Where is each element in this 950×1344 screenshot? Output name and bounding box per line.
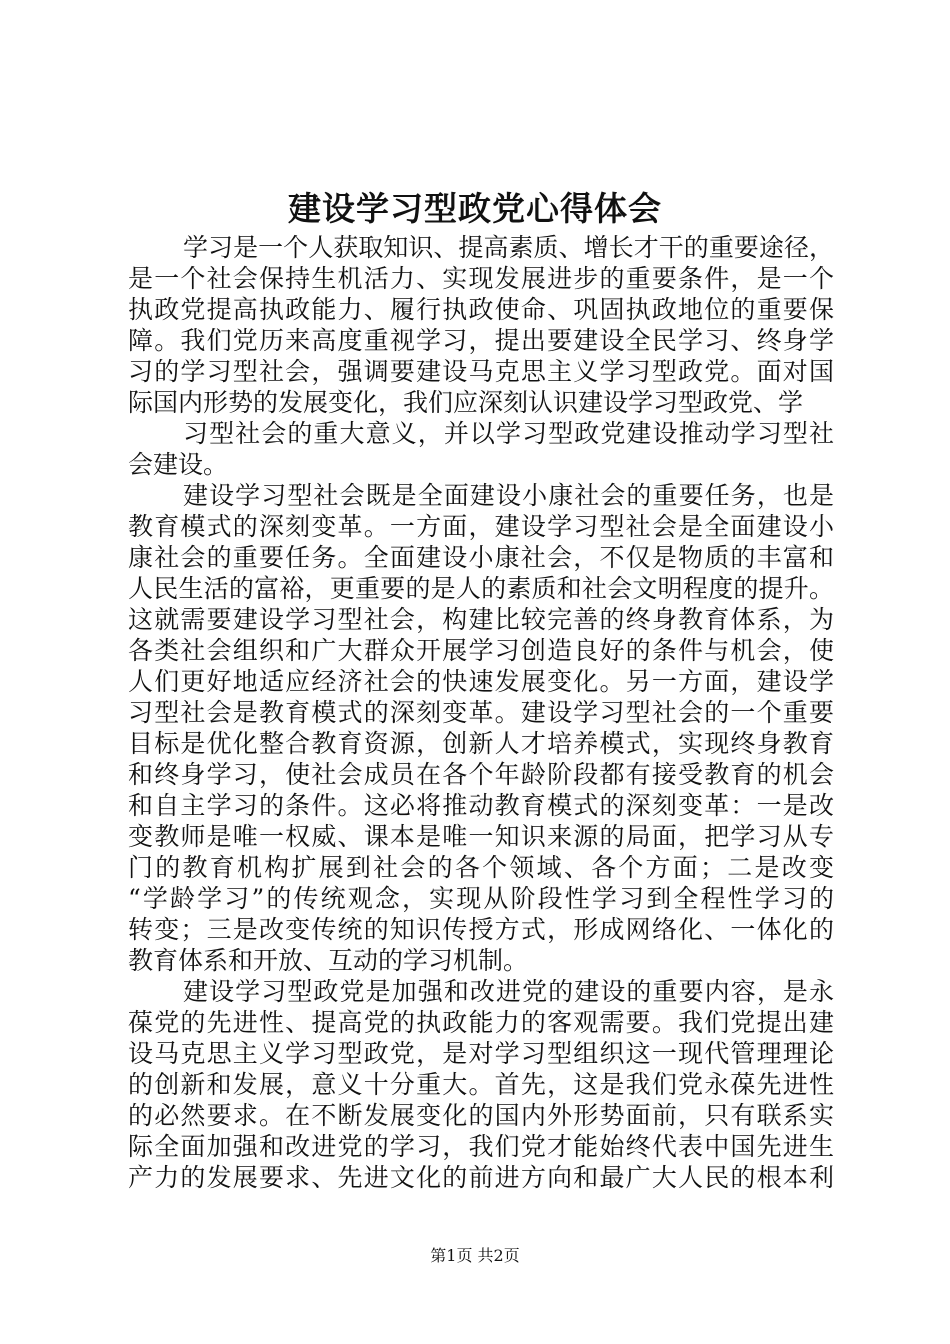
text-line: 学习是一个人获取知识、提高素质、增长才干的重要途径，: [183, 233, 834, 262]
document-title: 建设学习型政党心得体会: [288, 189, 662, 228]
text-line: 的必然要求。在不断发展变化的国内外形势面前，只有联系实: [128, 1101, 834, 1130]
text-line: 的创新和发展，意义十分重大。首先，这是我们党永葆先进性: [128, 1070, 834, 1099]
text-line: 产力的发展要求、先进文化的前进方向和最广大人民的根本利: [128, 1163, 834, 1192]
text-line: 各类社会组织和广大群众开展学习创造良好的条件与机会，使: [128, 636, 834, 665]
text-line: 习的学习型社会，强调要建设马克思主义学习型政党。面对国: [128, 357, 834, 386]
text-line: 建设学习型社会既是全面建设小康社会的重要任务，也是: [183, 481, 834, 510]
document-body: [128, 232, 834, 1193]
text-line: 教育体系和开放、互动的学习机制。: [128, 946, 529, 975]
text-line: 门的教育机构扩展到社会的各个领域、各个方面；二是改变: [128, 853, 834, 882]
text-line: 习型社会是教育模式的深刻变革。建设学习型社会的一个重要: [128, 698, 834, 727]
text-line: 转变；三是改变传统的知识传授方式，形成网络化、一体化的: [128, 915, 834, 944]
text-line: “学龄学习”的传统观念，实现从阶段性学习到全程性学习的: [128, 884, 834, 913]
text-line: 人民生活的富裕，更重要的是人的素质和社会文明程度的提升。: [128, 574, 834, 603]
text-line: 障。我们党历来高度重视学习，提出要建设全民学习、终身学: [128, 326, 834, 355]
text-line: 际全面加强和改进党的学习，我们党才能始终代表中国先进生: [128, 1132, 834, 1161]
text-line: 执政党提高执政能力、履行执政使命、巩固执政地位的重要保: [128, 295, 834, 324]
text-line: 这就需要建设学习型社会，构建比较完善的终身教育体系，为: [128, 605, 834, 634]
text-line: 是一个社会保持生机活力、实现发展进步的重要条件，是一个: [128, 264, 834, 293]
text-line: 葆党的先进性、提高党的执政能力的客观需要。我们党提出建: [128, 1008, 834, 1037]
text-line: 际国内形势的发展变化，我们应深刻认识建设学习型政党、学: [128, 388, 804, 417]
text-line: 目标是优化整合教育资源，创新人才培养模式，实现终身教育: [128, 729, 834, 758]
text-line: 变教师是唯一权威、课本是唯一知识来源的局面，把学习从专: [128, 822, 834, 851]
text-line: 和自主学习的条件。这必将推动教育模式的深刻变革：一是改: [128, 791, 834, 820]
page-number-footer: 第1页 共2页: [430, 1246, 520, 1265]
text-line: 和终身学习，使社会成员在各个年龄阶段都有接受教育的机会: [128, 760, 834, 789]
text-line: 人们更好地适应经济社会的快速发展变化。另一方面，建设学: [128, 667, 834, 696]
text-line: 教育模式的深刻变革。一方面，建设学习型社会是全面建设小: [128, 512, 834, 541]
text-line: 康社会的重要任务。全面建设小康社会，不仅是物质的丰富和: [128, 543, 834, 572]
text-line: 会建设。: [128, 450, 229, 479]
text-line: 建设学习型政党是加强和改进党的建设的重要内容，是永: [183, 977, 834, 1006]
text-line: 习型社会的重大意义，并以学习型政党建设推动学习型社: [183, 419, 834, 448]
text-line: 设马克思主义学习型政党，是对学习型组织这一现代管理理论: [128, 1039, 834, 1068]
